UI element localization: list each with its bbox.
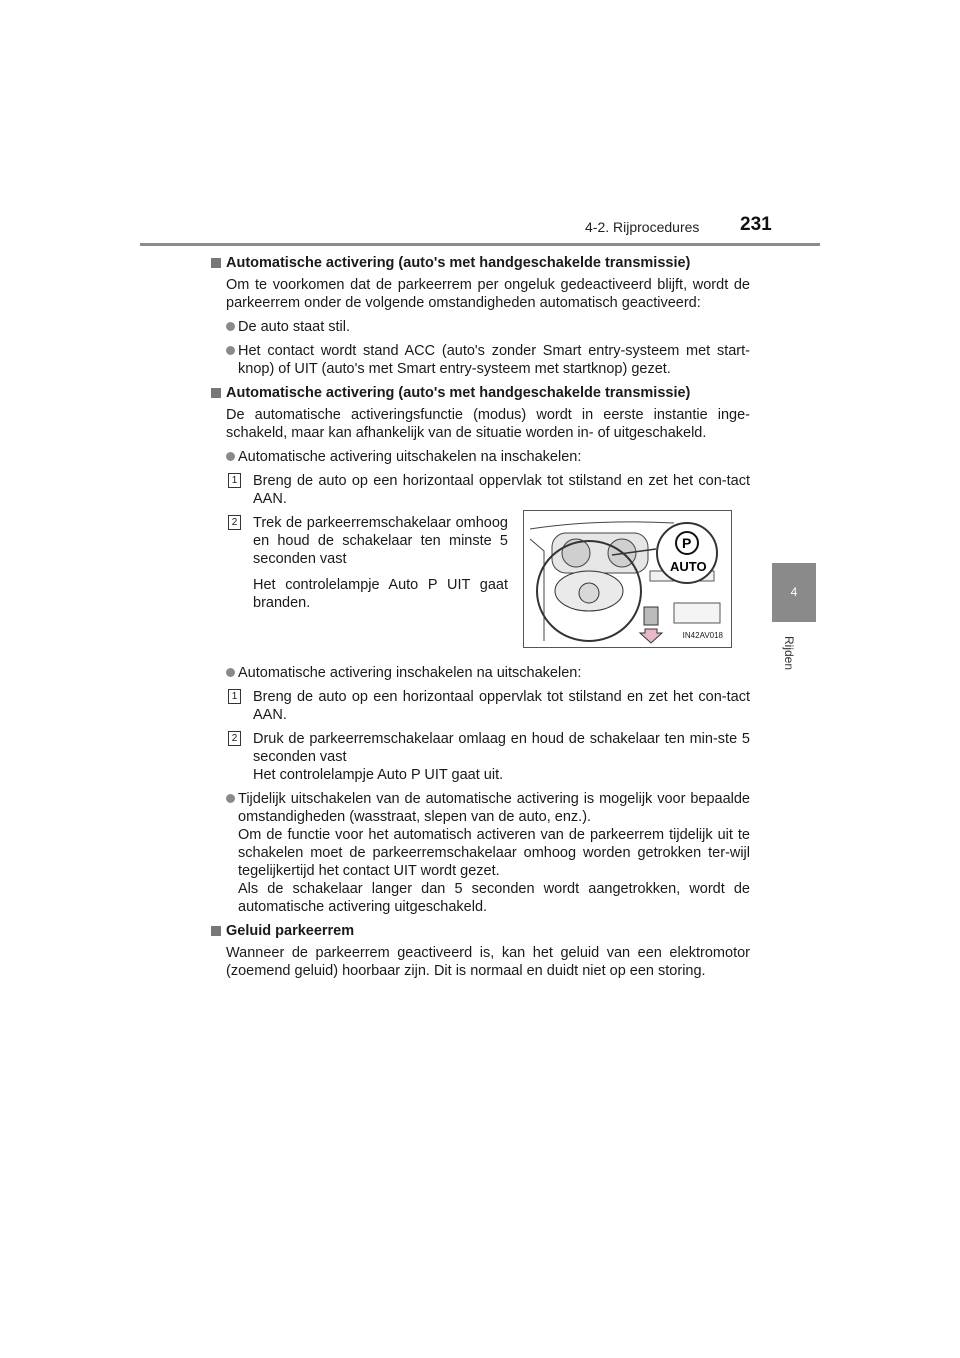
bullet-item: De auto staat stil. — [226, 318, 750, 336]
paragraph: Om te voorkomen dat de parkeerrem per ongeluk gedeactiveerd blijft, wordt de parkeerrem onder de volgende omstandigheden automatisch geactiveerd: — [226, 277, 750, 311]
bullet-item: Het contact wordt stand ACC (auto's zonder Smart entry-systeem met start-knop) of UIT (auto's met Smart entry-systeem met startknop) gezet. — [226, 342, 750, 378]
callout-p: P — [682, 535, 692, 551]
header-rule — [140, 243, 820, 246]
step-item — [228, 688, 750, 724]
callout-auto: AUTO — [670, 559, 707, 574]
section-heading: Automatische activering (auto's met handgeschakelde transmissie) — [210, 384, 750, 402]
section-title: 4-2. Rijprocedures — [585, 219, 700, 235]
paragraph: Wanneer de parkeerrem geactiveerd is, kan het geluid van een elektromotor (zoemend geluid) hoorbaar zijn. Dit is normaal en duidt niet op een storing. — [226, 945, 750, 979]
paragraph: De automatische activeringsfunctie (modus) wordt in eerste instantie inge-schakeld, maar kan afhankelijk van de situatie worden in- of uitgeschakeld. — [226, 407, 750, 441]
bullet-item: Tijdelijk uitschakelen van de automatische activering is mogelijk voor bepaalde omstandigheden (wasstraat, slepen van de auto, enz.). Om de functie voor het automatisch activeren van de parkeerrem tijdelijk uit te schakelen moet de parkeerremschakelaar omhoog worden getrokken ter-wijl tegelijkertijd het contact UIT wordt gezet. Als de schakelaar langer dan 5 seconden wordt aangetrokken, wordt de automatische activering uitgeschakeld. — [226, 790, 750, 916]
step-number: 2 — [228, 731, 241, 746]
step-number: 1 — [228, 473, 241, 488]
step-item — [228, 730, 750, 784]
down-arrow-icon — [640, 629, 662, 643]
bullet-item: Automatische activering inschakelen na uitschakelen: — [226, 664, 750, 682]
step-text: Trek de parkeerremschakelaar omhoog en houd de schakelaar ten minste 5 seconden vast — [253, 515, 508, 567]
step-number: 1 — [228, 689, 241, 704]
step-item — [228, 472, 750, 508]
section-heading: Geluid parkeerrem — [210, 922, 750, 940]
illustration-parking-brake — [523, 510, 732, 648]
page-content — [210, 254, 750, 986]
step-text: Druk de parkeerremschakelaar omlaag en houd de schakelaar ten min-ste 5 seconden vast Het controlelampje Auto P UIT gaat uit. — [253, 731, 750, 783]
chapter-label: Rijden — [782, 636, 796, 671]
step-number: 2 — [228, 515, 241, 530]
step-text-block — [253, 514, 508, 620]
page-number: 231 — [740, 214, 772, 235]
section-heading: Automatische activering (auto's met handgeschakelde transmissie) — [210, 254, 750, 272]
step-note: Het controlelampje Auto P UIT gaat branden. — [253, 577, 508, 611]
bullet-item: Automatische activering uitschakelen na inschakelen: — [226, 448, 750, 466]
figure-code: IN42AV018 — [682, 631, 723, 640]
chapter-tab: 4 — [772, 563, 816, 622]
step-text: Breng de auto op een horizontaal oppervlak tot stilstand en zet het con-tact AAN. — [253, 473, 750, 507]
step-text: Breng de auto op een horizontaal oppervlak tot stilstand en zet het con-tact AAN. — [253, 689, 750, 723]
